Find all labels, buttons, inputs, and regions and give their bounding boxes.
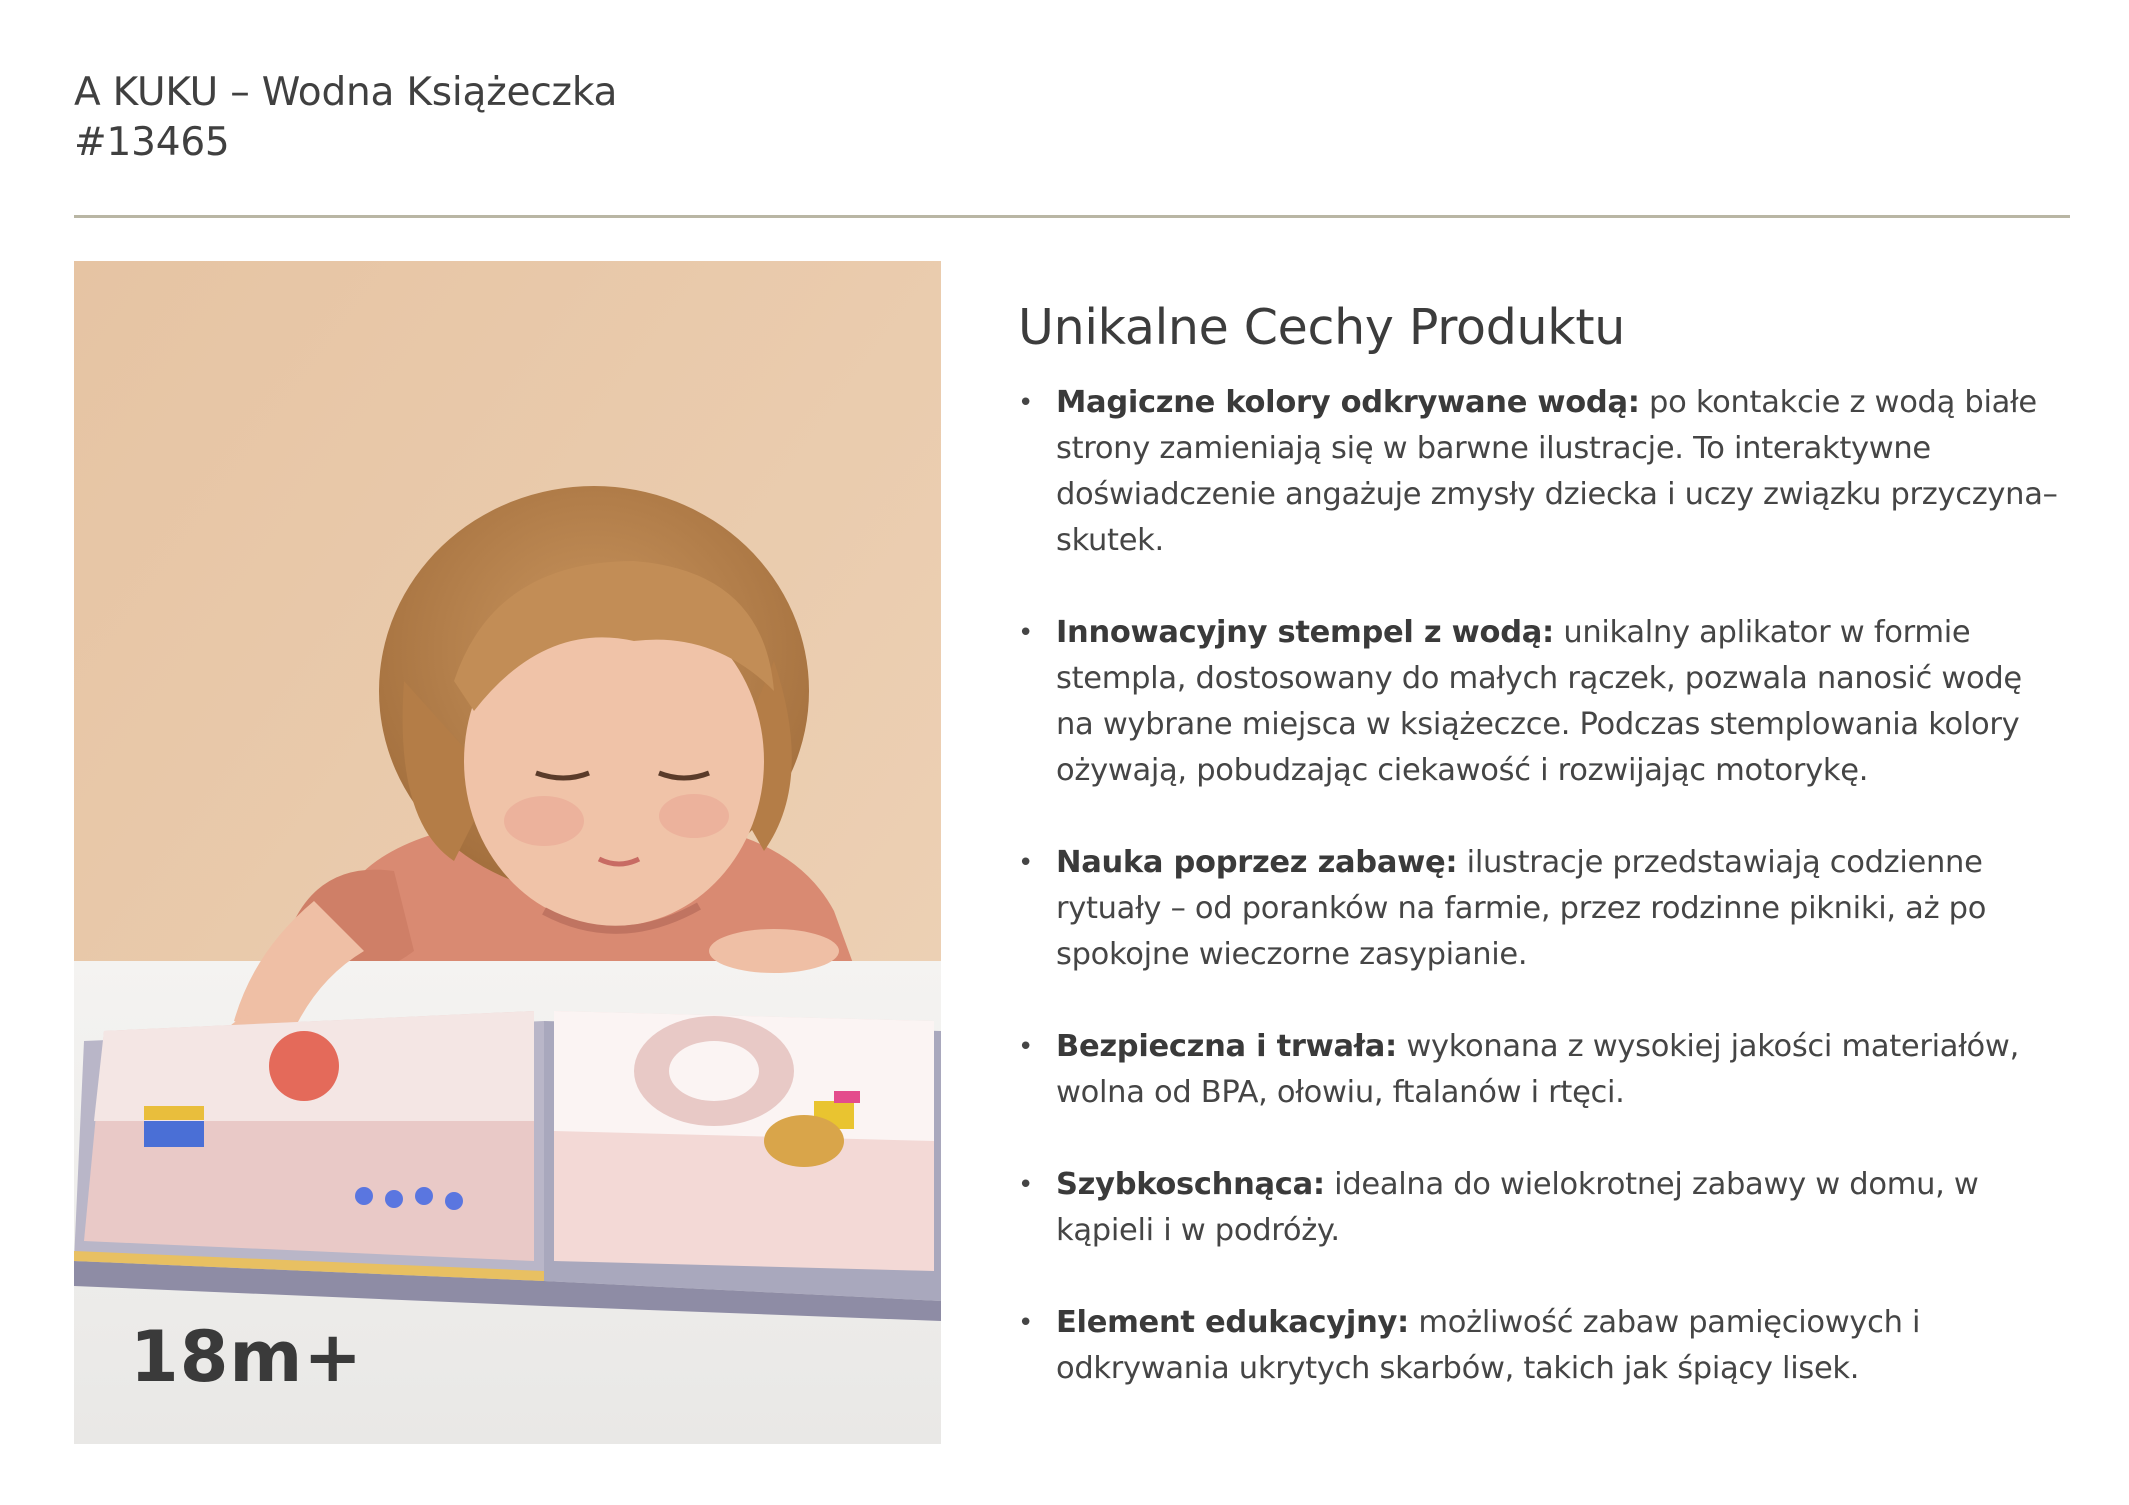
feature-name: Nauka poprzez zabawę: — [1056, 845, 1458, 880]
feature-name: Bezpieczna i trwała: — [1056, 1029, 1397, 1064]
features-section — [1018, 296, 2068, 1438]
bullet-icon: • — [1018, 848, 1034, 878]
feature-text: unikalny aplikator w formie stempla, dostosowany do małych rączek, pozwala nanosić wodę na wybrane miejsca w książeczce. Podczas stemplowania kolory ożywają, pobudzając ciekawość i rozwijając motorykę. — [1056, 615, 2022, 788]
feature-text: ilustracje przedstawiają codzienne rytuały – od poranków na farmie, przez rodzinne pikniki, aż po spokojne wieczorne zasypianie. — [1056, 845, 1987, 972]
feature-text: wykonana z wysokiej jakości materiałów, wolna od BPA, ołowiu, ftalanów i rtęci. — [1056, 1029, 2019, 1110]
product-code: #13465 — [74, 120, 230, 165]
features-heading: Unikalne Cechy Produktu — [1018, 299, 1626, 356]
feature-name: Magiczne kolory odkrywane wodą: — [1056, 385, 1640, 420]
feature-item — [1018, 610, 2068, 794]
bullet-icon: • — [1018, 1032, 1034, 1062]
feature-name: Element edukacyjny: — [1056, 1305, 1409, 1340]
bullet-icon: • — [1018, 1170, 1034, 1200]
feature-name: Innowacyjny stempel z wodą: — [1056, 615, 1554, 650]
feature-text: idealna do wielokrotnej zabawy w domu, w kąpieli i w podróży. — [1056, 1167, 1979, 1248]
feature-text: po kontakcie z wodą białe strony zamieniają się w barwne ilustracje. To interaktywne doświadczenie angażuje zmysły dziecka i uczy związku przyczyna–skutek. — [1056, 385, 2058, 558]
feature-item — [1018, 840, 2068, 978]
feature-text: możliwość zabaw pamięciowych i odkrywania ukrytych skarbów, takich jak śpiący lisek. — [1056, 1305, 1921, 1386]
product-photo — [74, 261, 941, 1444]
feature-item — [1018, 1300, 2068, 1392]
bullet-icon: • — [1018, 618, 1034, 648]
feature-item — [1018, 1162, 2068, 1254]
product-title: A KUKU – Wodna Książeczka — [74, 70, 618, 115]
feature-name: Szybkoschnąca: — [1056, 1167, 1325, 1202]
page-header — [74, 68, 617, 168]
bullet-icon: • — [1018, 388, 1034, 418]
feature-item — [1018, 1024, 2068, 1116]
header-divider — [74, 215, 2070, 218]
feature-item — [1018, 380, 2068, 564]
child-with-book-illustration — [74, 261, 941, 1444]
features-list — [1018, 380, 2068, 1392]
bullet-icon: • — [1018, 1308, 1034, 1338]
age-label: 18m+ — [130, 1316, 364, 1398]
